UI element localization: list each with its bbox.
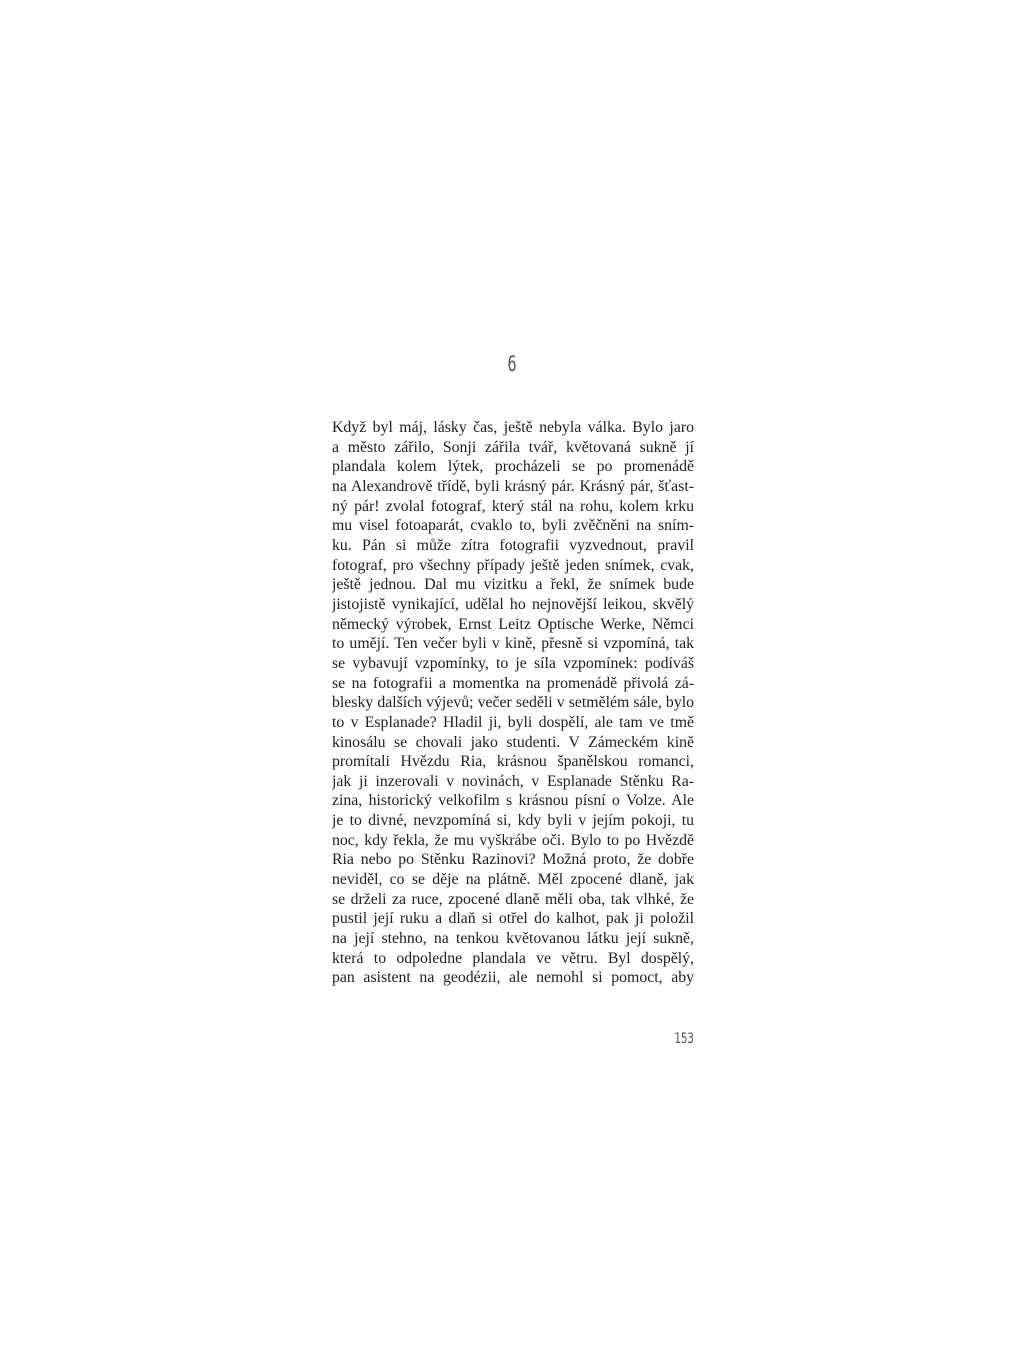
page-number: 153 — [674, 1031, 694, 1047]
text-line: zina, historický velkofilm s krásnou písní o Volze. Ale — [332, 792, 694, 810]
text-line: se drželi za ruce, zpocené dlaně měli oba, tak vlhké, že — [332, 890, 694, 908]
text-line: plandala kolem lýtek, procházeli se po promenádě — [332, 458, 694, 476]
text-line: neviděl, co se děje na plátně. Měl zpocené dlaně, jak — [332, 871, 694, 889]
text-line: ku. Pán si může zítra fotografii vyzvednout, pravil — [332, 536, 694, 554]
text-line: jak ji inzerovali v novinách, v Esplanade Stěnku Ra- — [332, 772, 694, 790]
text-line: pan asistent na geodézii, ale nemohl si pomoct, aby — [332, 969, 694, 987]
text-line: německý výrobek, Ernst Leitz Optische Werke, Němci — [332, 615, 694, 633]
text-line: která to odpoledne plandala ve větru. Byl dospělý, — [332, 949, 694, 967]
text-line: je to divné, nevzpomíná si, kdy byli v jejím pokoji, tu — [332, 812, 694, 830]
text-line: mu visel fotoaparát, cvaklo to, byli zvěčněni na sním- — [332, 517, 694, 535]
text-line: se vybavují vzpomínky, to je síla vzpomínek: podíváš — [332, 654, 694, 672]
text-line: se na fotografii a momentka na promenádě přivolá zá- — [332, 674, 694, 692]
chapter-number: 6 — [507, 352, 517, 376]
text-line: fotograf, pro všechny případy ještě jeden snímek, cvak, — [332, 556, 694, 574]
text-line: promítali Hvězdu Ria, krásnou španělskou romanci, — [332, 753, 694, 771]
body-text — [332, 418, 694, 988]
text-line: Ria nebo po Stěnku Razinovi? Možná proto, že dobře — [332, 851, 694, 869]
text-line: pustil její ruku a dlaň si otřel do kalhot, pak ji položil — [332, 910, 694, 928]
text-line: ný pár! zvolal fotograf, který stál na rohu, kolem krku — [332, 497, 694, 515]
text-line: noc, kdy řekla, že mu vyškrábe oči. Bylo to po Hvězdě — [332, 831, 694, 849]
text-line: ještě jednou. Dal mu vizitku a řekl, že snímek bude — [332, 576, 694, 594]
text-line: jistojistě vynikající, udělal ho nejnovější leikou, skvělý — [332, 595, 694, 613]
text-line: to umějí. Ten večer byli v kině, přesně si vzpomíná, tak — [332, 635, 694, 653]
text-line: na její stehno, na tenkou květovanou látku její sukně, — [332, 930, 694, 948]
text-line: blesky dalších výjevů; večer seděli v setmělém sále, bylo — [332, 694, 694, 712]
text-line: Když byl máj, lásky čas, ještě nebyla válka. Bylo jaro — [332, 419, 694, 436]
text-line: a město zářilo, Sonji zářila tvář, květovaná sukně jí — [332, 438, 694, 456]
text-line: to v Esplanade? Hladil ji, byli dospělí, ale tam ve tmě — [332, 713, 694, 731]
text-line: kinosálu se chovali jako studenti. V Zámeckém kině — [332, 733, 694, 751]
text-line: na Alexandrově třídě, byli krásný pár. Krásný pár, šťast- — [332, 477, 694, 495]
